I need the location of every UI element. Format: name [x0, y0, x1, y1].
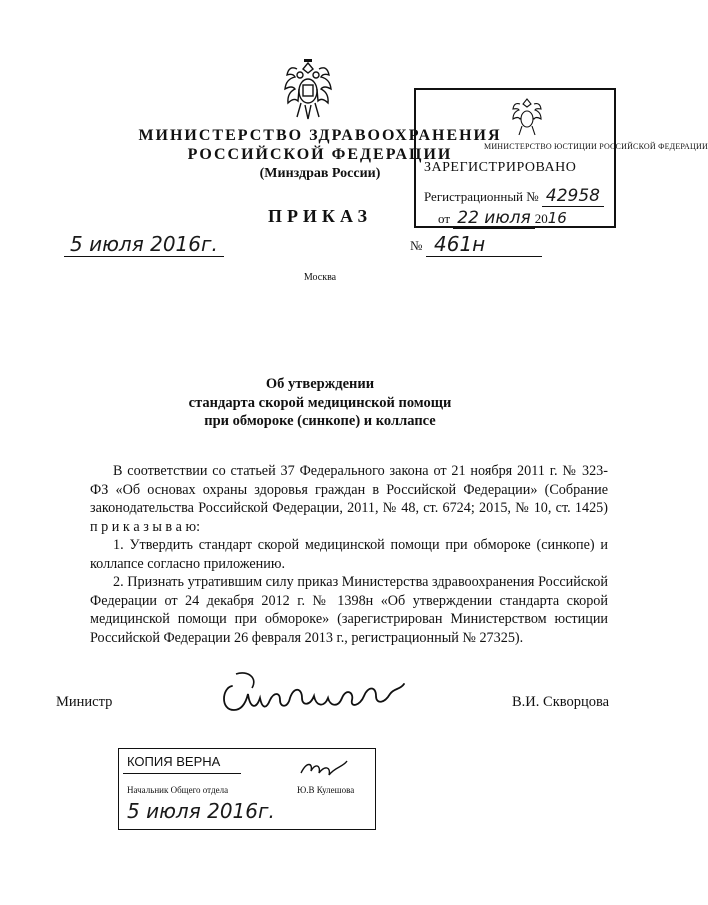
copy-signature-icon	[297, 755, 351, 781]
copy-stamp-divider	[123, 773, 241, 774]
order-number	[426, 232, 540, 257]
ministry-name-line2: РОССИЙСКОЙ ФЕДЕРАЦИИ	[187, 146, 453, 163]
title-line3: при обмороке (синкопе) и коллапсе	[204, 413, 436, 429]
minister-signature-icon	[218, 664, 408, 720]
stamp-date-label: от	[438, 211, 451, 226]
title-line1: Об утверждении	[265, 376, 375, 392]
registration-stamp	[414, 88, 708, 228]
item-2: 2. Признать утратившим силу приказ Министерства здравоохранения Российской Федерации от 24 декабря 2012 г. № 1398н «Об утверждении стандарта скорой медицинской помощи при обмороке» (зарегистрирован Министерством юстиции Российской Федерации 26 февраля 2013 г., регистрационный № 27325).	[90, 574, 608, 646]
stamp-status: ЗАРЕГИСТРИРОВАНО	[424, 160, 577, 175]
stamp-date-value: 22 июля	[453, 208, 535, 229]
copy-certification-stamp	[118, 748, 376, 830]
stamp-reg-number: 42958	[542, 186, 604, 207]
stamp-organization: МИНИСТЕРСТВО ЮСТИЦИИ РОССИЙСКОЙ ФЕДЕРАЦИИ	[484, 142, 708, 151]
signer-position: Министр	[56, 694, 113, 710]
item-1: 1. Утвердить стандарт скорой медицинской помощи при обмороке (синкопе) и коллапсе согласно приложению.	[90, 537, 608, 572]
title-line2: стандарта скорой медицинской помощи	[188, 394, 452, 411]
order-title	[90, 375, 550, 431]
order-word: п р и к а з ы в а ю:	[90, 518, 201, 535]
document-type: ПРИКАЗ	[267, 206, 373, 226]
copy-stamp-role: Начальник Общего отдела	[127, 785, 229, 795]
order-body	[90, 462, 608, 647]
copy-stamp-date: 5 июля 2016г.	[127, 799, 275, 823]
ministry-name-line1: МИНИСТЕРСТВО ЗДРАВООХРАНЕНИЯ	[138, 127, 502, 144]
order-number-value: 461н	[426, 232, 542, 257]
justice-emblem-icon	[506, 94, 548, 138]
stamp-year-prefix: 20	[534, 211, 548, 226]
signer-name: В.И. Скворцова	[512, 694, 610, 710]
stamp-year-suffix: 16	[547, 209, 567, 227]
stamp-reg-line	[424, 186, 604, 207]
intro-text: В соответствии со статьей 37 Федерального закона от 21 ноября 2011 г. № 323-ФЗ «Об основах охраны здоровья граждан в Российской Федерации» (Собрание законодательства Российской Федерации, 2011, № 48, ст. 6724; 2015, № 10, ст. 1425)	[90, 463, 608, 516]
ministry-short-name: (Минздрав России)	[259, 166, 381, 181]
order-number-sign: №	[410, 238, 423, 253]
copy-stamp-signer: Ю.В Кулешова	[297, 785, 355, 795]
state-emblem-icon	[275, 55, 341, 125]
intro-paragraph	[90, 462, 608, 536]
order-date	[64, 232, 224, 257]
city: Москва	[303, 272, 337, 283]
stamp-date-line	[438, 208, 567, 229]
order-date-value: 5 июля 2016г.	[64, 232, 224, 257]
stamp-reg-label: Регистрационный №	[424, 189, 539, 204]
copy-stamp-title: КОПИЯ ВЕРНА	[127, 754, 221, 769]
